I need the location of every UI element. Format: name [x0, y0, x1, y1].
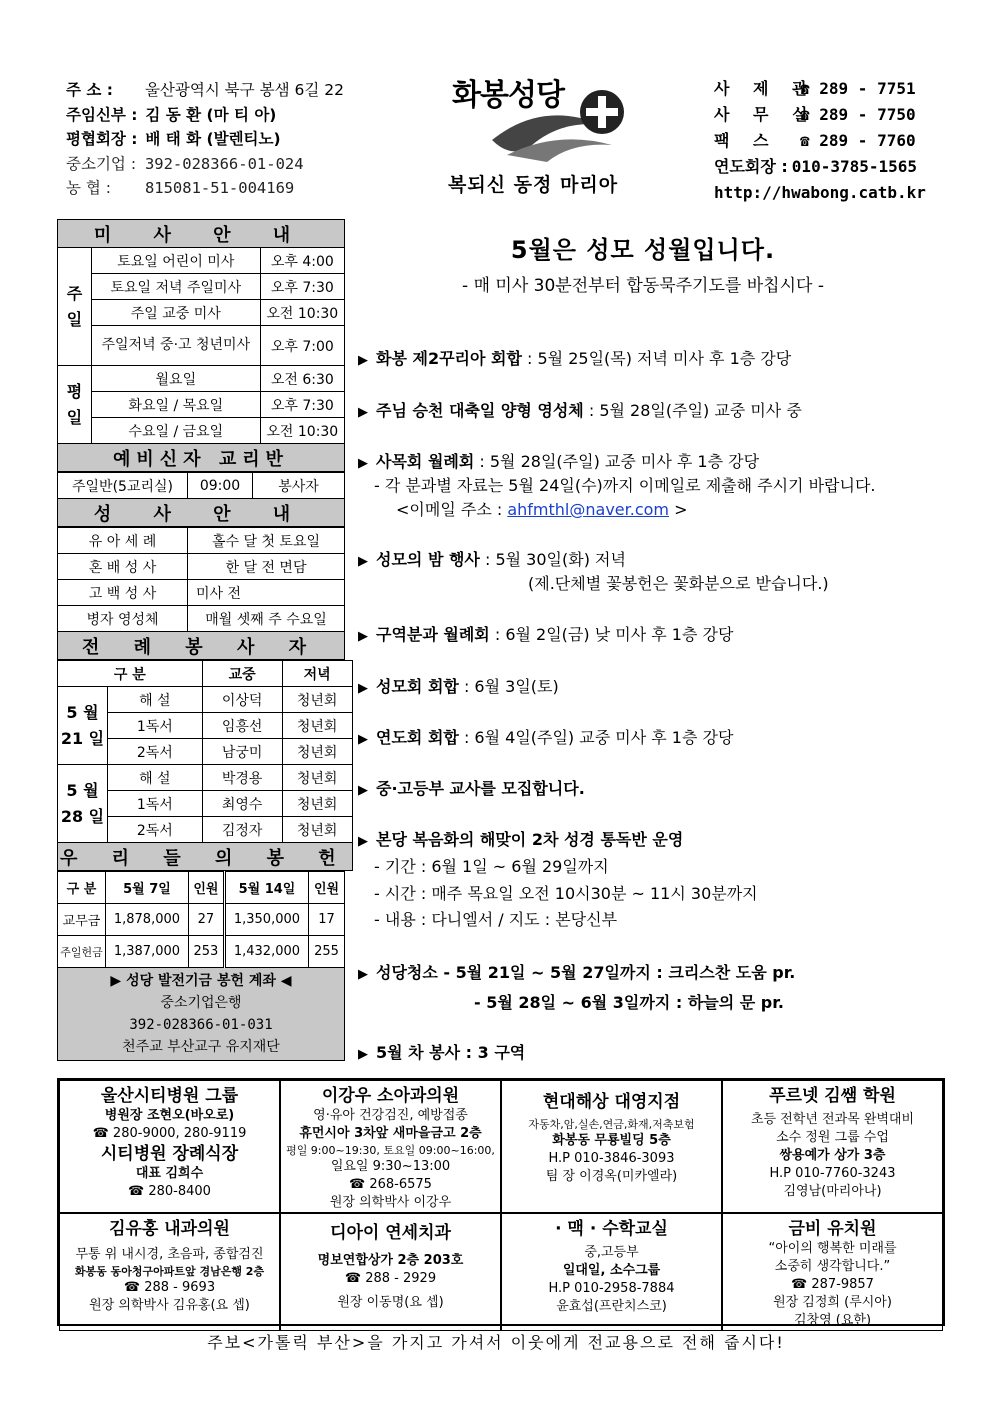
table-row: 1독서 최영수 청년회: [58, 791, 353, 817]
mass-table: [57, 219, 345, 472]
mass-title: 미 사 안 내: [58, 220, 345, 248]
announcement-item: ▶ 성모회 회합 : 6월 3일(토): [358, 677, 559, 696]
announcement-item: ▶ 구역분과 월례회 : 6월 2일(금) 낮 미사 후 1층 강당: [358, 625, 734, 644]
priest-row: 주임신부 : 김 동 환 (마 티 아): [66, 105, 277, 124]
table-row: 유 아 세 례 홀수 달 첫 토요일: [58, 528, 345, 554]
ad-internal-clinic: 김유홍 내과의원 무통 위 내시경, 초음파, 종합검진 화봉동 동아청구아파트앞 경남은행 2층 ☎ 288 - 9693 원장 의학박사 김유홍(요 셉): [59, 1213, 280, 1331]
logo-title: 화봉성당: [452, 78, 564, 113]
table-row: 5 월 28 일 해 설 박경용 청년회: [58, 765, 353, 791]
church-logo: [448, 70, 642, 200]
bank-account-row-1: 중소기업 : 392-028366-01-024: [66, 154, 304, 173]
announcement-item: ▶ 연도회 회합 : 6월 4일(주일) 교중 미사 후 1층 강당: [358, 728, 734, 747]
announcement-item: ▶ 5월 차 봉사 : 3 구역: [358, 1043, 526, 1062]
triangle-bullet-icon: ▶: [358, 456, 368, 471]
header-info: [66, 78, 344, 201]
ad-academy: 푸르넷 김쌤 학원 초등 전학년 전과목 완벽대비 소수 정원 그룹 수업 쌍용예가 상가 3층 H.P 010-7760-3243 김영남(마리아나): [722, 1080, 943, 1213]
ad-dental-clinic: 디아이 연세치과 명보연합상가 2층 203호 ☎ 288 - 2929 원장 이동명(요 셉): [280, 1213, 501, 1331]
triangle-bullet-icon: ▶: [358, 681, 368, 696]
contact-prayer-leader: 연도회장 : 010-3785-1565: [714, 157, 918, 176]
page-title: 5월은 성모 성월입니다.: [510, 236, 776, 264]
page-subtitle: - 매 미사 30분전부터 합동묵주기도를 바칩시다 -: [462, 276, 824, 296]
weekday-label: 평일: [58, 366, 92, 444]
email-line: <이메일 주소 : ahfmthl@naver.com >: [396, 500, 688, 519]
contact-info: [714, 76, 926, 206]
table-row: 화요일 / 목요일 오후 7:30: [58, 392, 345, 418]
table-row: 교무금 1,878,000 27 1,350,000 17: [58, 904, 345, 936]
offering-title: 우 리 들 의 봉 헌: [58, 843, 353, 871]
sacrament-table: [57, 527, 345, 660]
triangle-bullet-icon: ▶: [358, 732, 368, 747]
table-row: 토요일 저녁 주일미사 오후 7:30: [58, 274, 345, 300]
announcement-item: ▶ 주님 승천 대축일 양형 영성체 : 5월 28일(주일) 교중 미사 중: [358, 401, 802, 420]
catechumen-title: 예비신자 교리반: [58, 444, 345, 472]
triangle-bullet-icon: ▶: [358, 405, 368, 420]
catechumen-table: [57, 472, 345, 527]
announcement-item: ▶ 성모의 밤 행사 : 5월 30일(화) 저녁: [358, 550, 626, 569]
triangle-bullet-icon: ▶: [358, 353, 368, 368]
announcement-item: ▶ 성당청소 - 5월 21일 ~ 5월 27일까지 : 크리스찬 도움 pr.: [358, 963, 796, 982]
ad-pediatric-clinic: 이강우 소아과의원 영·유아 건강검진, 예방접종 휴먼시아 3차앞 새마을금고 2층 평일 9:00~19:30, 토요일 09:00~16:00, 일요일 9:30~13:00 ☎ 268-6575 원장 의학박사 이강우: [280, 1080, 501, 1213]
advertisement-grid: [57, 1078, 945, 1326]
footer-note: 주보<가톨릭 부산>을 가지고 가셔서 이웃에게 전교용으로 전해 줍시다!: [207, 1333, 785, 1352]
ad-city-hospital: 울산시티병원 그룹 병원장 조현오(바오로) ☎ 280-9000, 280-9119 시티병원 장례식장 대표 김희수 ☎ 280-8400: [59, 1080, 280, 1213]
triangle-bullet-icon: ▶: [358, 783, 368, 798]
announcements: 5월은 성모 성월입니다. - 매 미사 30분전부터 합동묵주기도를 바칩시다 - ▶ 화봉 제2꾸리아 회합 : 5월 25일(목) 저녁 미사 후 1층 강당 ▶ 주님 승천 대축일 양형 영성체 : 5월 28일(주일) 교중 미사 중 ▶ 사목회 월례회 : 5월 28일(주일) 교중 미사 후 1층 강당 - 각 분과별 자료는 5월 24일(수)까지 이메일로 제출해 주시기 바랍니다. <이메일 주소 : ahfmthl@naver.com > ▶ 성모의 밤 행사 : 5월 30일(화) 저녁 (제.단체별 꽃봉헌은 꽃화분으로 받습니다.) ▶ 구역분과 월례회 : 6월 2일(금) 낮 미사 후 1층 강당 ▶ 성모회 회합 : 6월 3일(토) ▶ 연도회 회합 : 6월 4일(주일) 교중 미사 후 1층 강당 ▶ 중·고등부 교사를 모집합니다. ▶ 본당 복음화의 해맞이 2차 성경 통독반 운영 - 기간 : 6월 1일 ~ 6월 29일까지 - 시간 : 매주 목요일 오전 10시30분 ~ 11시 30분까지 - 내용 : 다니엘서 / 지도 : 본당신부 ▶ 성당청소 - 5월 21일 ~ 5월 27일까지 : 크리스찬 도움 pr. - 5월 28일 ~ 6월 3일까지 : 하늘의 문 pr. ▶ 5월 차 봉사 : 3 구역: [358, 230, 958, 1060]
table-row: 구 분 교중 저녁: [58, 661, 353, 687]
website-link[interactable]: http://hwabong.catb.kr: [714, 183, 926, 202]
contact-rectory: 사 제 관☎ 289 - 7751: [714, 79, 916, 98]
sacrament-title: 성 사 안 내: [58, 499, 345, 527]
offering-table: [57, 871, 345, 968]
council-president-row: 평협회장 : 배 태 화 (발렌티노): [66, 130, 281, 148]
triangle-bullet-icon: ▶: [358, 1047, 368, 1062]
building-fund-box: ▶ 성당 발전기금 봉헌 계좌 ◀ 중소기업은행 392-028366-01-031 천주교 부산교구 유지재단: [57, 968, 345, 1061]
bank-account-row-2: 농 협 : 815081-51-004169: [66, 179, 295, 197]
table-row: 5 월 21 일 해 설 이상덕 청년회: [58, 687, 353, 713]
logo-subtitle: 복되신 동정 마리아: [448, 174, 619, 196]
triangle-bullet-icon: ▶: [358, 834, 368, 849]
left-column: [57, 219, 350, 1061]
table-row: 고 백 성 사 미사 전: [58, 580, 345, 606]
table-row: 병자 영성체 매월 셋째 주 수요일: [58, 606, 345, 632]
announcement-item: ▶ 본당 복음화의 해맞이 2차 성경 통독반 운영: [358, 830, 684, 849]
triangle-bullet-icon: ▶: [358, 554, 368, 569]
ad-insurance: 현대해상 대영지점 자동차,암,실손,연금,화재,저축보험 화봉동 무룡빌딩 5층 H.P 010-3846-3093 팀 장 이경옥(미카엘라): [501, 1080, 722, 1213]
ad-math-class: · 맥 · 수학교실 중,고등부 일대일, 소수그룹 H.P 010-2958-7884 윤효섭(프란치스코): [501, 1213, 722, 1331]
table-row: 주일저녁 중·고 청년미사 오후 7:00: [58, 326, 345, 366]
contact-fax: 팩 스 ☎ 289 - 7760: [714, 131, 916, 150]
table-row: 주일 토요일 어린이 미사 오후 4:00: [58, 248, 345, 274]
table-row: 주일반(5교리실) 09:00 봉사자: [58, 473, 345, 499]
announcement-item: ▶ 중·고등부 교사를 모집합니다.: [358, 779, 585, 798]
sunday-label: 주일: [58, 248, 92, 366]
table-row: 1독서 임흥선 청년회: [58, 713, 353, 739]
table-row: 평일 월요일 오전 6:30: [58, 366, 345, 392]
liturgy-title: 전 례 봉 사 자: [58, 632, 345, 660]
ad-kindergarten: 금비 유치원 “아이의 행복한 미래를 소중히 생각합니다.” ☎ 287-9857 원장 김정희 (루시아) 김창영 (요한): [722, 1213, 943, 1331]
announcement-item: ▶ 화봉 제2꾸리아 회합 : 5월 25일(목) 저녁 미사 후 1층 강당: [358, 349, 792, 368]
address-row: 주 소 : 울산광역시 북구 봉샘 6길 22: [66, 81, 344, 99]
announcement-item: ▶ 사목회 월례회 : 5월 28일(주일) 교중 미사 후 1층 강당: [358, 452, 760, 471]
table-row: 주일 교중 미사 오전 10:30: [58, 300, 345, 326]
table-row: 주일헌금 1,387,000 253 1,432,000 255: [58, 936, 345, 968]
email-link[interactable]: ahfmthl@naver.com: [507, 500, 669, 519]
liturgy-table: [57, 660, 353, 871]
triangle-bullet-icon: ▶: [358, 629, 368, 644]
table-row: 혼 배 성 사 한 달 전 면담: [58, 554, 345, 580]
table-row: 수요일 / 금요일 오전 10:30: [58, 418, 345, 444]
table-row: 2독서 김정자 청년회: [58, 817, 353, 843]
table-row: 2독서 남궁미 청년회: [58, 739, 353, 765]
table-row: 구 분 5월 7일 인원 5월 14일 인원: [58, 872, 345, 904]
contact-office: 사 무 실☎ 289 - 7750: [714, 105, 916, 124]
triangle-bullet-icon: ▶: [358, 967, 368, 982]
